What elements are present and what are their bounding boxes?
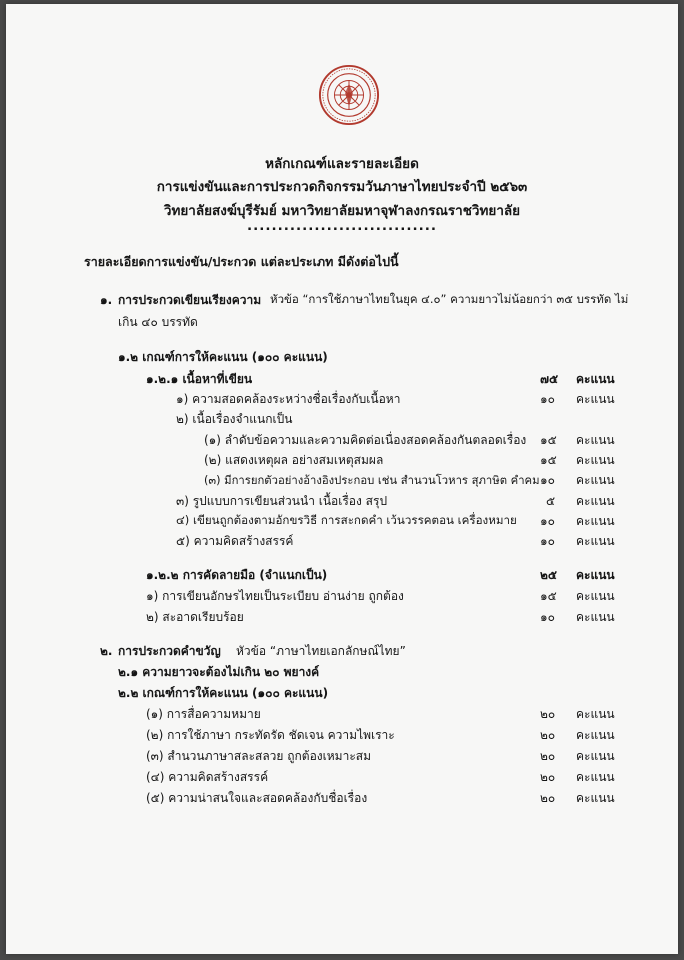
sub1-score: ๗๕	[540, 372, 559, 386]
title-line-3: วิทยาลัยสงฆ์บุรีรัมย์ มหาวิทยาลัยมหาจุฬาลงกรณราชวิทยาลัย	[163, 203, 521, 219]
item-score: ๒๐	[540, 707, 556, 721]
intro-text: รายละเอียดการแข่งขัน/ประกวด แต่ละประเภท มีดังต่อไปนี้	[84, 254, 399, 269]
list-item: ๓) รูปแบบการเขียนส่วนนำ เนื้อเรื่อง สรุป	[176, 494, 388, 508]
item-score: ๑๕	[540, 433, 557, 447]
list-item: (๓) สำนวนภาษาสละสลวย ถูกต้องเหมาะสม	[146, 749, 371, 763]
item-score: ๑๐	[540, 610, 555, 624]
section1-number: ๑.	[100, 293, 113, 307]
item-score: ๑๐	[540, 534, 555, 548]
item-score: ๒๐	[540, 749, 556, 763]
list-item: (๑) การสื่อความหมาย	[146, 707, 261, 721]
title-line-2: การแข่งขันและการประกวดกิจกรรมวันภาษาไทยประจำปี ๒๕๖๓	[156, 179, 528, 195]
document-page	[6, 4, 678, 954]
section1-criteria-heading: ๑.๒ เกณฑ์การให้คะแนน (๑๐๐ คะแนน)	[118, 350, 328, 364]
item-score: ๑๕	[540, 453, 557, 467]
item-unit: คะแนน	[576, 728, 615, 742]
list-item: (๔) ความคิดสร้างสรรค์	[146, 770, 269, 784]
item-unit: คะแนน	[576, 514, 615, 528]
sub2-score: ๒๕	[540, 568, 557, 582]
item-score: ๑๕	[540, 589, 557, 603]
university-seal-logo	[318, 64, 380, 126]
item-unit: คะแนน	[576, 433, 615, 447]
list-item: ๒) สะอาดเรียบร้อย	[146, 610, 244, 624]
item-unit: คะแนน	[576, 707, 615, 721]
item-unit: คะแนน	[576, 610, 615, 624]
list-item: (๓) มีการยกตัวอย่างอ้างอิงประกอบ เช่น สำนวนโวหาร สุภาษิต คำคม	[204, 474, 540, 487]
item-unit: คะแนน	[576, 494, 615, 508]
item-score: ๒๐	[540, 728, 556, 742]
list-item: ๔) เขียนถูกต้องตามอักขรวิธี การสะกดคำ เว้นวรรคตอน เครื่องหมาย	[176, 513, 517, 527]
sub2-heading: ๑.๒.๒ การคัดลายมือ (จำแนกเป็น)	[146, 568, 328, 582]
list-item: ๑) ความสอดคล้องระหว่างชื่อเรื่องกับเนื้อหา	[176, 392, 401, 406]
item-score: ๒๐	[540, 791, 556, 805]
sub1-unit: คะแนน	[576, 372, 615, 386]
title-line-1: หลักเกณฑ์และรายละเอียด	[265, 156, 419, 172]
section1-heading: การประกวดเขียนเรียงความ	[118, 293, 262, 307]
section2-length-heading: ๒.๑ ความยาวจะต้องไม่เกิน ๒๐ พยางค์	[118, 665, 320, 679]
item-unit: คะแนน	[576, 534, 615, 548]
item-score: ๒๐	[540, 770, 556, 784]
list-item: ๒) เนื้อเรื่องจำแนกเป็น	[176, 412, 293, 426]
item-unit: คะแนน	[576, 589, 615, 603]
item-unit: คะแนน	[576, 791, 615, 805]
item-unit: คะแนน	[576, 453, 615, 467]
list-item: ๕) ความคิดสร้างสรรค์	[176, 534, 294, 548]
list-item: (๒) แสดงเหตุผล อย่างสมเหตุสมผล	[204, 453, 384, 467]
section2-desc: หัวข้อ “ภาษาไทยเอกลักษณ์ไทย”	[236, 644, 406, 658]
item-score: ๕	[546, 494, 556, 508]
item-score: ๑๐	[540, 473, 555, 487]
sub1-heading: ๑.๒.๑ เนื้อหาที่เขียน	[146, 372, 253, 386]
header-divider: ...............................	[247, 218, 437, 234]
sub2-unit: คะแนน	[576, 568, 615, 582]
section1-desc-line1: หัวข้อ “การใช้ภาษาไทยในยุค ๔.๐” ความยาวไม่น้อยกว่า ๓๕ บรรทัด ไม่	[270, 292, 629, 306]
section1-desc-line2: เกิน ๔๐ บรรทัด	[118, 315, 198, 329]
section2-number: ๒.	[100, 644, 113, 658]
item-unit: คะแนน	[576, 749, 615, 763]
item-score: ๑๐	[540, 392, 555, 406]
list-item: (๑) ลำดับข้อความและความคิดต่อเนื่องสอดคล้องกันตลอดเรื่อง	[204, 433, 527, 447]
item-score: ๑๐	[540, 514, 555, 528]
list-item: (๕) ความน่าสนใจและสอดคล้องกับชื่อเรื่อง	[146, 791, 368, 805]
list-item: (๒) การใช้ภาษา กระทัดรัด ชัดเจน ความไพเราะ	[146, 728, 395, 742]
section2-heading: การประกวดคำขวัญ	[118, 644, 221, 658]
item-unit: คะแนน	[576, 770, 615, 784]
section2-criteria-heading: ๒.๒ เกณฑ์การให้คะแนน (๑๐๐ คะแนน)	[118, 686, 329, 700]
item-unit: คะแนน	[576, 392, 615, 406]
item-unit: คะแนน	[576, 473, 615, 487]
list-item: ๑) การเขียนอักษรไทยเป็นระเบียบ อ่านง่าย ถูกต้อง	[146, 589, 404, 603]
